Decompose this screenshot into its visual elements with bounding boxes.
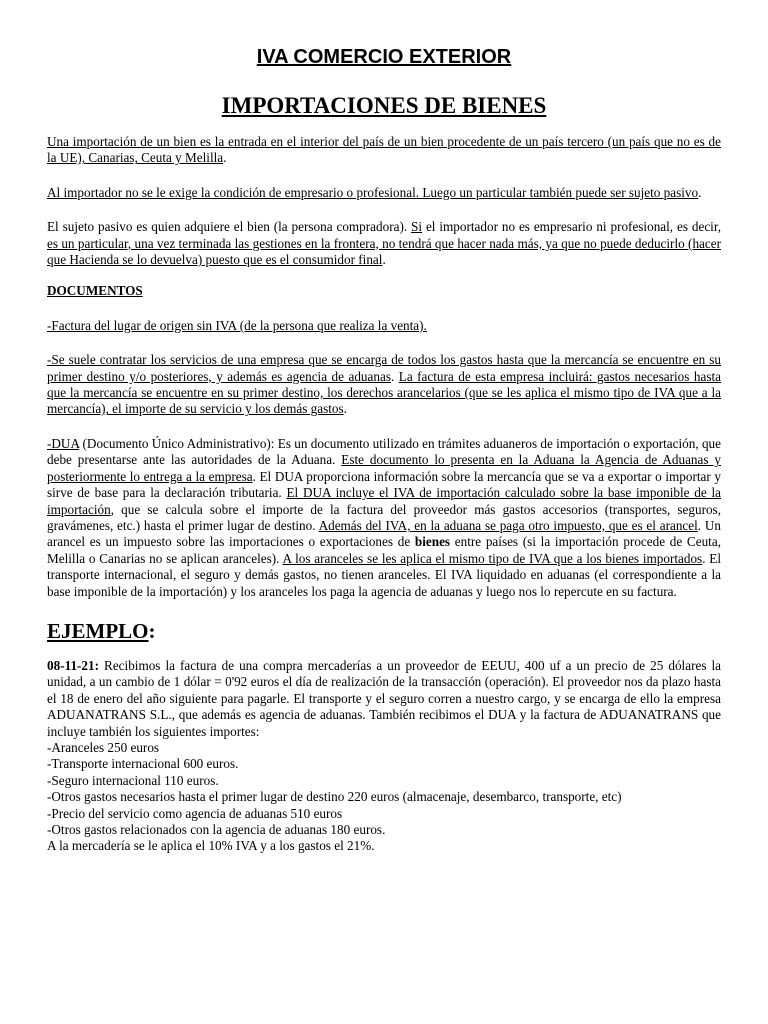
ejemplo-heading	[47, 618, 721, 644]
ejemplo-heading-colon: :	[148, 618, 156, 643]
dua-text-4: . Un arancel es un impuesto sobre las importaciones o exportaciones de	[47, 517, 721, 550]
intro-p3-si: Si	[411, 219, 423, 235]
documentos-item-1	[47, 318, 721, 334]
dua-text-6: . El transporte internacional, el seguro y demás gastos, no tienen aranceles. El IVA liquidado en aduanas (el correspondiente a la base imponible de la importación) y los aranceles los paga la agencia de aduanas y luego nos lo repercute en su factura.	[47, 550, 721, 599]
ejemplo-items-list	[47, 740, 721, 855]
ejemplo-heading-label: EJEMPLO	[47, 618, 149, 643]
dua-text-2: . El DUA proporciona información sobre la mercancía que se va a exportar o importar y sirve de base para la declaración tributaria.	[47, 468, 721, 501]
intro-p3-underlined: es un particular, una vez terminada las gestiones en la frontera, no tendrá que hacer nada más, ya que no puede deducirlo (hacer que Hacienda se lo devuelva) puesto que es el consumidor final	[47, 235, 721, 268]
dua-text-5: entre países (si la importación procede de Ceuta, Melilla o Canarias no se aplican aranceles).	[47, 534, 721, 566]
dua-bold-bienes: bienes	[414, 534, 451, 550]
documentos-item-2: -Se suele contratar los servicios de una empresa que se encarga de todos los gastos hasta que la mercancía se encuentre en su primer destino y/o posteriores, y además es agencia de aduanas. La factura de esta empresa incluirá: gastos necesarios hasta que la mercancía se encuentre en su primer destino, los derechos arancelarios (que se les aplica el mismo tipo de IVA que a la mercancía), el importe de su servicio y los demás gastos.	[47, 352, 721, 417]
dua-underline-4: A los aranceles se les aplica el mismo tipo de IVA que a los bienes importados	[282, 550, 703, 566]
dua-text-3: , que se calcula sobre el importe de la factura del proveedor más gastos accesorios (transportes, seguros, gravámenes, etc.) hasta el primer lugar de destino.	[47, 501, 721, 533]
dua-label: -DUA	[47, 435, 80, 451]
intro-paragraph-1: Una importación de un bien es la entrada en el interior del país de un bien procedente de un país tercero (un país que no es de la UE), Canarias, Ceuta y Melilla.	[47, 134, 721, 166]
intro-paragraph-3: El sujeto pasivo es quien adquiere el bien (la persona compradora). Si el importador no es empresario ni profesional, es decir, es un particular, una vez terminada las gestiones en la frontera, no tendrá que hacer nada más, ya que no puede deducirlo (hacer que Hacienda se lo devuelva) puesto que es el consumidor final.	[47, 219, 722, 268]
intro-p2-text: Al importador no se le exige la condición de empresario o profesional. Luego un particular también puede ser sujeto pasivo	[47, 184, 699, 200]
documentos-item-2-text: -Se suele contratar los servicios de una empresa que se encarga de todos los gastos hasta que la mercancía se encuentre en su primer destino y/o posteriores, y además es agencia de aduanas	[47, 352, 721, 384]
intro-p3-b: el importador no es empresario ni profesional, es decir,	[422, 219, 722, 235]
document-subtitle: IMPORTACIONES DE BIENES	[221, 93, 547, 118]
dua-paragraph	[47, 436, 721, 600]
intro-paragraph-2: Al importador no se le exige la condición de empresario o profesional. Luego un particular también puede ser sujeto pasivo.	[47, 184, 702, 200]
list-item: -Precio del servicio como agencia de aduanas 510 euros	[47, 805, 343, 821]
dua-text-1: (Documento Único Administrativo): Es un documento utilizado en trámites aduaneros de importación o exportación, que debe presentarse ante las autoridades de la Aduana.	[47, 435, 721, 468]
documentos-item-1-text: -Factura del lugar de origen sin IVA (de la persona que realiza la venta).	[47, 317, 427, 333]
list-item: -Seguro internacional 110 euros.	[47, 772, 219, 788]
list-item: -Otros gastos necesarios hasta el primer lugar de destino 220 euros (almacenaje, desembarco, transporte, etc)	[47, 789, 622, 805]
ejemplo-paragraph	[47, 658, 721, 740]
list-item: -Otros gastos relacionados con la agencia de aduanas 180 euros.	[47, 822, 386, 837]
list-item: -Aranceles 250 euros	[47, 739, 160, 755]
ejemplo-date: 08-11-21:	[47, 657, 100, 673]
dua-underline-1: Este documento lo presenta en la Aduana la Agencia de Aduanas y posteriormente lo entrega a la empresa	[47, 452, 721, 484]
documentos-item-2-factura: La factura de esta empresa incluirá: gastos necesarios hasta que la mercancía se encuentre en su primer destino, los derechos arancelarios (que se les aplica el mismo tipo de IVA que a la mercancía), el importe de su servicio y los demás gastos	[47, 368, 721, 417]
intro-p1-text: Una importación de un bien es la entrada en el interior del país de un bien procedente de un país tercero (un país que no es de la UE), Canarias, Ceuta y Melilla	[47, 134, 721, 166]
intro-p3-a: El sujeto pasivo es quien adquiere el bien (la persona compradora).	[47, 219, 412, 235]
dua-underline-3: Además del IVA, en la aduana se paga otro impuesto, que es el arancel	[318, 517, 698, 533]
ejemplo-text: Recibimos la factura de una compra mercaderías a un proveedor de EEUU, 400 uf a un precio de 25 dólares la unidad, a un cambio de 1 dólar = 0'92 euros el día de realización de la transacción (operación). El proveedor nos da plazo hasta el 18 de enero del año siguiente para pagarle. El transporte y el seguro corren a nuestro cargo, y se encarga de ello la empresa ADUANATRANS S.L., que además es agencia de aduanas. También recibimos el DUA y la factura de ADUANATRANS que incluye también los siguientes importes:	[47, 657, 721, 739]
list-item: -Transporte internacional 600 euros.	[47, 756, 239, 772]
document-title: IVA COMERCIO EXTERIOR	[256, 46, 512, 68]
documentos-heading: DOCUMENTOS	[47, 283, 143, 299]
list-item: A la mercadería se le aplica el 10% IVA y a los gastos el 21%.	[47, 838, 375, 854]
dua-underline-2: El DUA incluye el IVA de importación calculado sobre la base imponible de la importación	[47, 485, 721, 517]
